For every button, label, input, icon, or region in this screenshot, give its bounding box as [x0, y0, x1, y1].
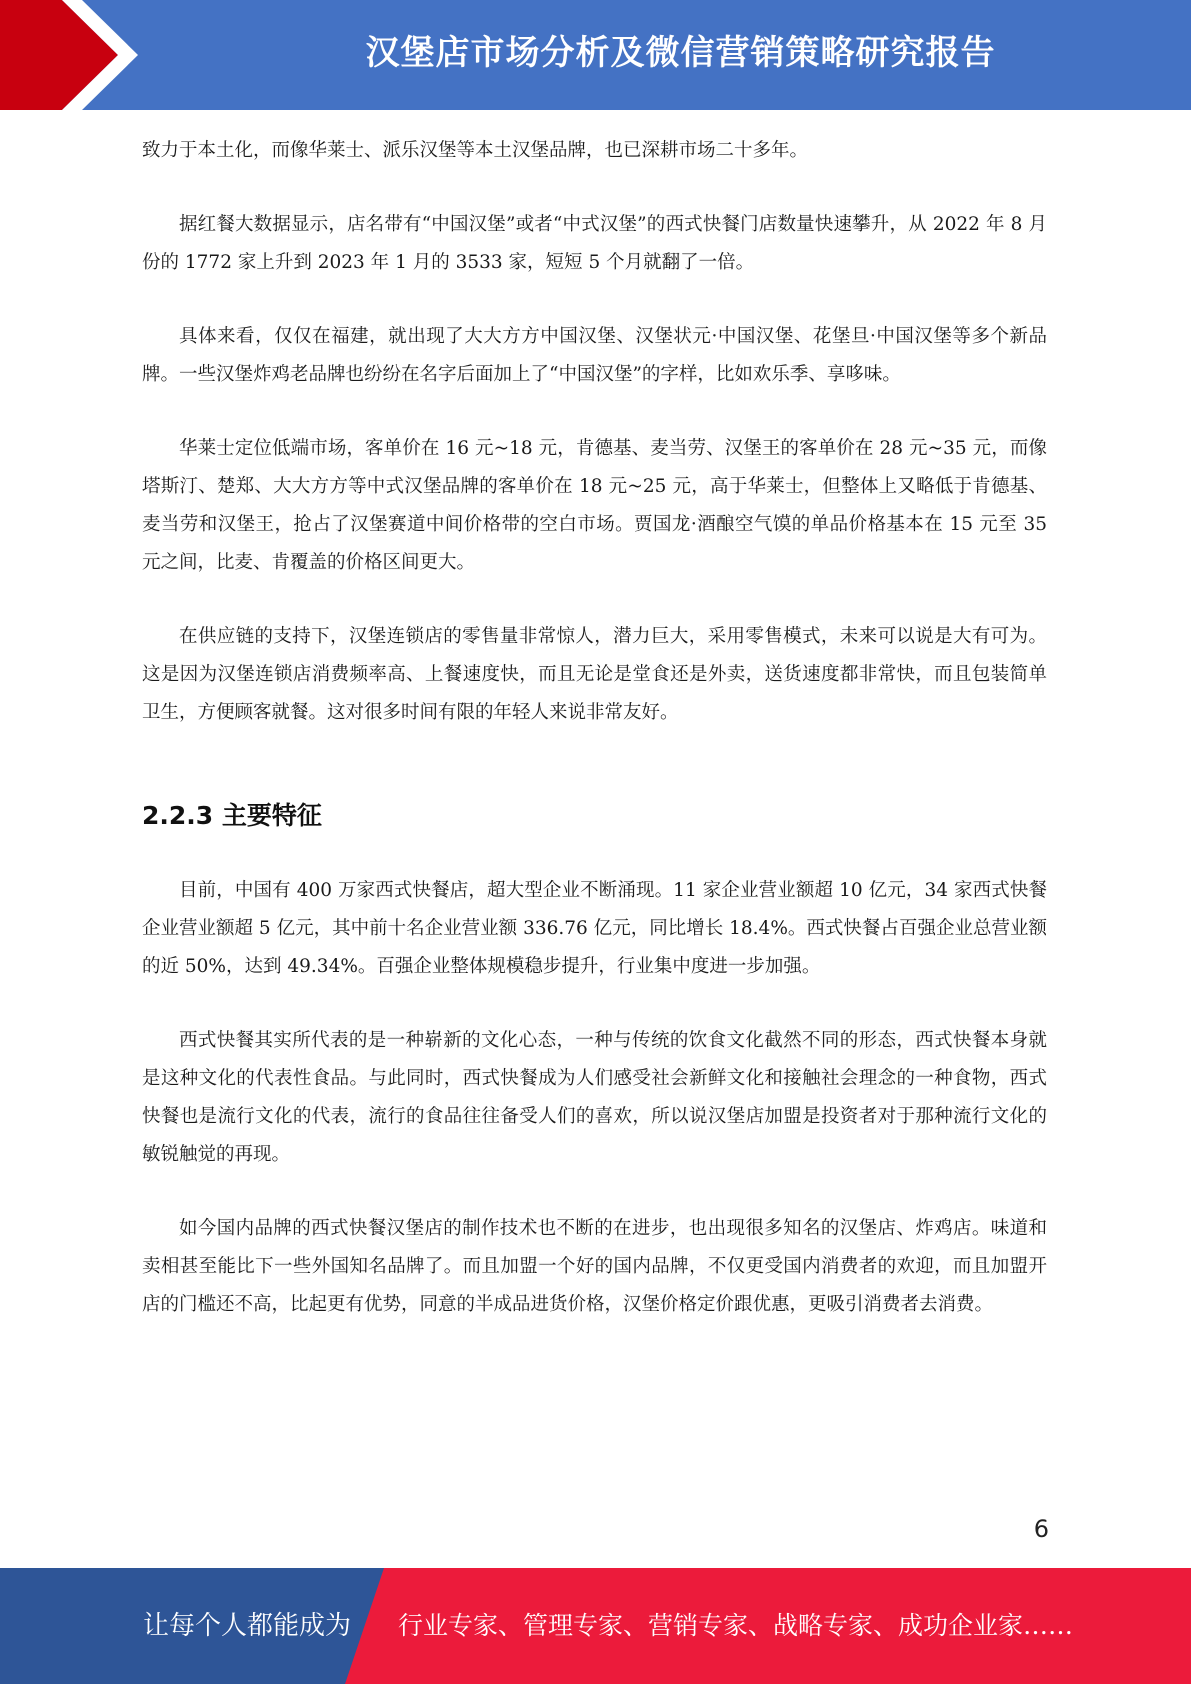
document-body — [142, 132, 1047, 1360]
section-heading: 2.2.3 主要特征 — [142, 801, 322, 830]
footer-slogan-right: 行业专家、管理专家、营销专家、战略专家、成功企业家…… — [398, 1611, 1074, 1640]
body-paragraph: 致力于本土化，而像华莱士、派乐汉堡等本土汉堡品牌，也已深耕市场二十多年。 — [142, 140, 809, 161]
document-title: 汉堡店市场分析及微信营销策略研究报告 — [365, 33, 996, 73]
body-paragraph: 据红餐大数据显示，店名带有“中国汉堡”或者“中式汉堡”的西式快餐门店数量快速攀升，从 2022 年 8 月份的 1772 家上升到 2023 年 1 月的 3533 家，短短 5 个月就翻了一倍。 — [142, 214, 1047, 273]
footer-slogan-left: 让每个人都能成为 — [143, 1611, 352, 1641]
body-paragraph: 华莱士定位低端市场，客单价在 16 元~18 元，肯德基、麦当劳、汉堡王的客单价在 28 元~35 元，而像塔斯汀、楚郑、大大方方等中式汉堡品牌的客单价在 18 元~25 元，高于华莱士，但整体上又略低于肯德基、麦当劳和汉堡王，抢占了汉堡赛道中间价格带的空白市场。贾国龙·酒酿空气馍的单品价格基本在 15 元至 35 元之间，比麦、肯覆盖的价格区间更大。 — [142, 438, 1047, 573]
body-paragraph: 在供应链的支持下，汉堡连锁店的零售量非常惊人，潜力巨大，采用零售模式，未来可以说是大有可为。这是因为汉堡连锁店消费频率高、上餐速度快，而且无论是堂食还是外卖，送货速度都非常快，而且包装简单卫生，方便顾客就餐。这对很多时间有限的年轻人来说非常友好。 — [142, 626, 1047, 723]
body-paragraph: 如今国内品牌的西式快餐汉堡店的制作技术也不断的在进步，也出现很多知名的汉堡店、炸鸡店。味道和卖相甚至能比下一些外国知名品牌了。而且加盟一个好的国内品牌，不仅更受国内消费者的欢迎，而且加盟开店的门槛还不高，比起更有优势，同意的半成品进货价格，汉堡价格定价跟优惠，更吸引消费者去消费。 — [142, 1218, 1047, 1315]
page-header — [0, 0, 1191, 110]
page-footer — [0, 1568, 1191, 1684]
body-paragraph: 目前，中国有 400 万家西式快餐店，超大型企业不断涌现。11 家企业营业额超 10 亿元，34 家西式快餐企业营业额超 5 亿元，其中前十名企业营业额 336.76 亿元，同比增长 18.4%。西式快餐占百强企业总营业额的近 50%，达到 49.34%。百强企业整体规模稳步提升，行业集中度进一步加强。 — [142, 880, 1047, 977]
body-paragraph: 具体来看，仅仅在福建，就出现了大大方方中国汉堡、汉堡状元·中国汉堡、花堡旦·中国汉堡等多个新品牌。一些汉堡炸鸡老品牌也纷纷在名字后面加上了“中国汉堡”的字样，比如欢乐季、享哆味。 — [142, 326, 1047, 385]
body-paragraph: 西式快餐其实所代表的是一种崭新的文化心态，一种与传统的饮食文化截然不同的形态，西式快餐本身就是这种文化的代表性食品。与此同时，西式快餐成为人们感受社会新鲜文化和接触社会理念的一种食物，西式快餐也是流行文化的代表，流行的食品往往备受人们的喜欢，所以说汉堡店加盟是投资者对于那种流行文化的敏锐触觉的再现。 — [142, 1030, 1047, 1165]
page-number: 6 — [1033, 1515, 1049, 1543]
header-arrow-decoration — [0, 0, 160, 110]
